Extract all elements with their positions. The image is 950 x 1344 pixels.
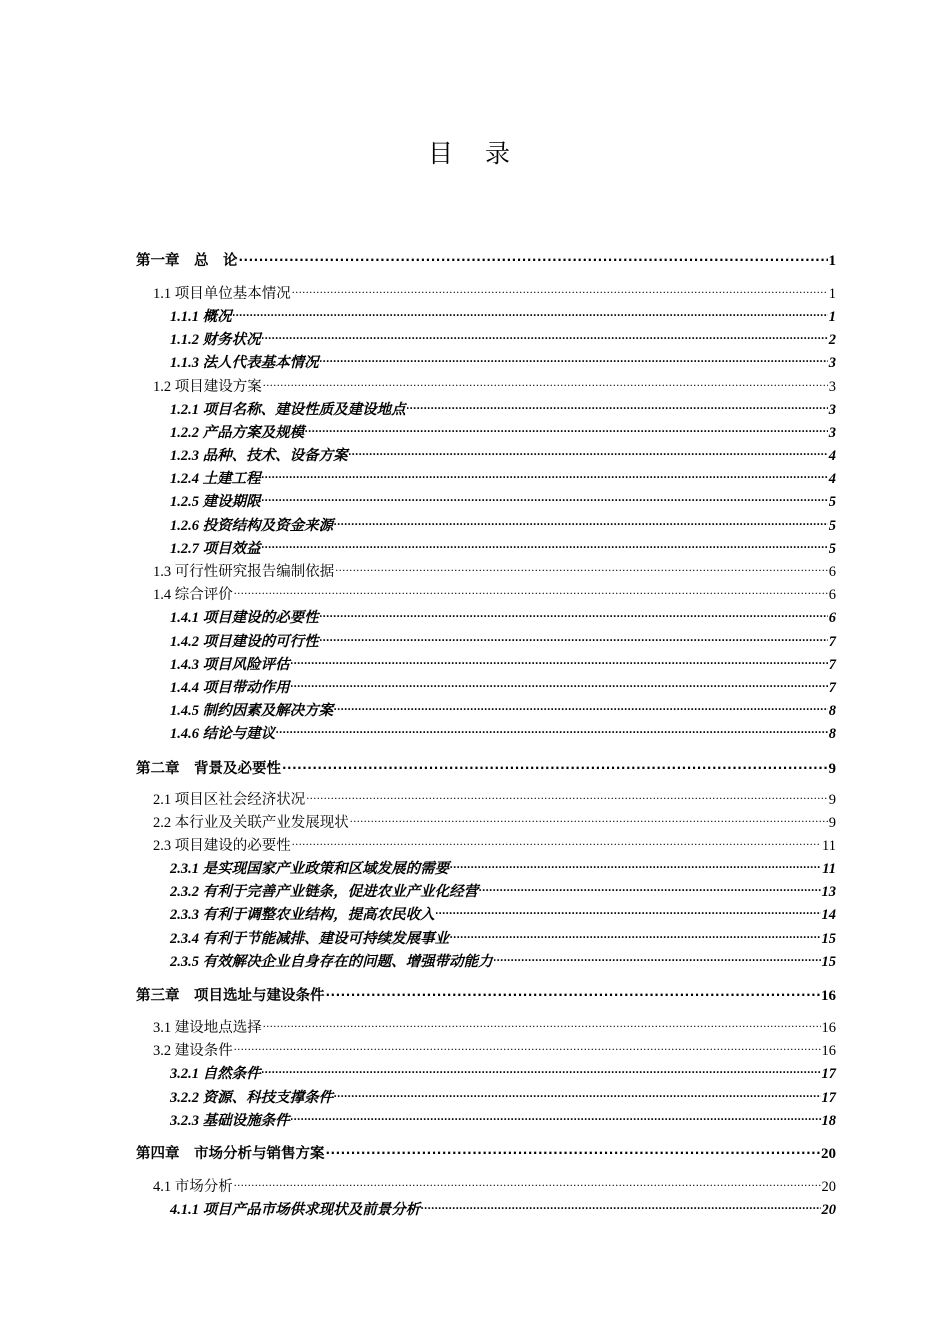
toc-entry-label: 1.2.6 投资结构及资金来源 — [170, 518, 334, 534]
toc-entry-label: 3.2 建设条件 — [153, 1043, 233, 1059]
toc-page-number: 20 — [821, 1146, 836, 1162]
toc-entry-label: 1.2 项目建设方案 — [153, 379, 262, 395]
dot-leader — [335, 561, 828, 576]
dot-leader — [450, 858, 821, 873]
dot-leader — [494, 951, 821, 966]
dot-leader — [233, 306, 828, 321]
dot-leader — [262, 329, 828, 344]
toc-subsection-entry[interactable] — [170, 490, 836, 511]
toc-entry-label: 第四章 市场分析与销售方案 — [136, 1146, 325, 1162]
toc-subsection-entry[interactable] — [170, 1198, 836, 1219]
toc-section-entry[interactable] — [153, 375, 836, 396]
toc-page-number: 16 — [821, 988, 836, 1004]
toc-subsection-entry[interactable] — [170, 1109, 836, 1130]
toc-entry-label: 3.2.3 基础设施条件 — [170, 1113, 290, 1129]
dot-leader — [320, 631, 828, 646]
dot-leader — [326, 1143, 821, 1158]
toc-page-number: 8 — [828, 726, 836, 742]
toc-page-number: 9 — [828, 761, 836, 777]
toc-page-number: 15 — [821, 931, 836, 947]
dot-leader — [263, 376, 828, 391]
toc-subsection-entry[interactable] — [170, 537, 836, 558]
dot-leader — [421, 1199, 820, 1214]
dot-leader — [320, 607, 828, 622]
toc-entry-label: 第二章 背景及必要性 — [136, 761, 281, 777]
toc-page-number: 16 — [821, 1020, 836, 1036]
dot-leader — [479, 881, 820, 896]
dot-leader — [282, 758, 828, 773]
toc-page-number: 20 — [821, 1202, 836, 1218]
dot-leader — [305, 422, 828, 437]
toc-subsection-entry[interactable] — [170, 927, 836, 948]
toc-page-number: 9 — [828, 792, 836, 808]
toc-entry-label: 1.2.3 品种、技术、设备方案 — [170, 448, 348, 464]
toc-entry-label: 1.2.4 土建工程 — [170, 471, 261, 487]
toc-subsection-entry[interactable] — [170, 328, 836, 349]
toc-subsection-entry[interactable] — [170, 444, 836, 465]
toc-chapter-entry[interactable] — [136, 249, 836, 270]
dot-leader — [407, 399, 828, 414]
toc-subsection-entry[interactable] — [170, 1062, 836, 1083]
dot-leader — [350, 812, 828, 827]
dot-leader — [234, 584, 828, 599]
toc-page-number: 17 — [821, 1090, 836, 1106]
toc-page-number: 7 — [828, 680, 836, 696]
toc-entry-label: 第一章 总 论 — [136, 253, 238, 269]
toc-subsection-entry[interactable] — [170, 606, 836, 627]
toc-section-entry[interactable] — [153, 834, 836, 855]
toc-section-entry[interactable] — [153, 811, 836, 832]
toc-entry-label: 1.2.7 项目效益 — [170, 541, 261, 557]
dot-leader — [276, 723, 828, 738]
toc-page-number: 11 — [822, 861, 836, 877]
toc-entry-label: 1.2.1 项目名称、建设性质及建设地点 — [170, 402, 406, 418]
toc-page-number: 3 — [828, 379, 836, 395]
toc-entry-label: 第三章 项目选址与建设条件 — [136, 988, 325, 1004]
toc-subsection-entry[interactable] — [170, 676, 836, 697]
toc-entry-label: 4.1.1 项目产品市场供求现状及前景分析 — [170, 1202, 421, 1218]
toc-entry-label: 2.3.3 有利于调整农业结构，提高农民收入 — [170, 907, 435, 923]
toc-entry-label: 2.1 项目区社会经济状况 — [153, 792, 306, 808]
toc-entry-label: 2.2 本行业及关联产业发展现状 — [153, 815, 349, 831]
dot-leader — [262, 468, 828, 483]
dot-leader — [262, 491, 828, 506]
toc-subsection-entry[interactable] — [170, 903, 836, 924]
toc-page-number: 5 — [828, 518, 836, 534]
toc-entry-label: 2.3 项目建设的必要性 — [153, 838, 291, 854]
toc-subsection-entry[interactable] — [170, 421, 836, 442]
toc-subsection-entry[interactable] — [170, 880, 836, 901]
toc-page-number: 1 — [828, 286, 836, 302]
dot-leader — [291, 677, 828, 692]
dot-leader — [349, 445, 828, 460]
dot-leader — [291, 654, 828, 669]
toc-section-entry[interactable] — [153, 282, 836, 303]
toc-page-number: 3 — [828, 355, 836, 371]
toc-entry-label: 3.1 建设地点选择 — [153, 1020, 262, 1036]
toc-entry-label: 3.2.1 自然条件 — [170, 1066, 261, 1082]
page-title: 目 录 — [428, 139, 522, 168]
toc-entry-label: 4.1 市场分析 — [153, 1179, 233, 1195]
toc-subsection-entry[interactable] — [170, 950, 836, 971]
toc-page-number: 6 — [828, 610, 836, 626]
toc-page-number: 3 — [828, 425, 836, 441]
toc-chapter-entry[interactable] — [136, 1142, 836, 1163]
dot-leader — [334, 515, 828, 530]
dot-leader — [306, 789, 828, 804]
toc-entry-label: 1.4 综合评价 — [153, 587, 233, 603]
toc-page-number: 16 — [821, 1043, 836, 1059]
toc-entry-label: 1.1.1 概况 — [170, 309, 232, 325]
dot-leader — [239, 250, 828, 265]
dot-leader — [234, 1176, 821, 1191]
dot-leader — [262, 538, 828, 553]
toc-entry-label: 1.4.6 结论与建议 — [170, 726, 276, 742]
toc-entry-label: 1.1 项目单位基本情况 — [153, 286, 291, 302]
toc-entry-label: 2.3.5 有效解决企业自身存在的问题、增强带动能力 — [170, 954, 493, 970]
toc-page-number: 6 — [828, 587, 836, 603]
toc-page-number: 11 — [822, 838, 836, 854]
toc-entry-label: 3.2.2 资源、科技支撑条件 — [170, 1090, 334, 1106]
dot-leader — [262, 1063, 821, 1078]
toc-entry-label: 2.3.4 有利于节能减排、建设可持续发展事业 — [170, 931, 450, 947]
toc-subsection-entry[interactable] — [170, 630, 836, 651]
toc-entry-label: 1.2.5 建设期限 — [170, 494, 261, 510]
toc-page-number: 6 — [828, 564, 836, 580]
dot-leader — [292, 835, 821, 850]
toc-entry-label: 2.3.1 是实现国家产业政策和区域发展的需要 — [170, 861, 450, 877]
dot-leader — [450, 928, 820, 943]
toc-section-entry[interactable] — [153, 1175, 836, 1196]
toc-entry-label: 1.3 可行性研究报告编制依据 — [153, 564, 335, 580]
toc-page-number: 20 — [821, 1179, 836, 1195]
toc-subsection-entry[interactable] — [170, 514, 836, 535]
toc-page-number: 3 — [828, 402, 836, 418]
toc-page-number: 14 — [821, 907, 836, 923]
toc-section-entry[interactable] — [153, 788, 836, 809]
toc-subsection-entry[interactable] — [170, 467, 836, 488]
toc-page-number: 4 — [828, 448, 836, 464]
toc-section-entry[interactable] — [153, 560, 836, 581]
dot-leader — [291, 1110, 821, 1125]
toc-section-entry[interactable] — [153, 583, 836, 604]
toc-page-number: 13 — [821, 884, 836, 900]
toc-section-entry[interactable] — [153, 1016, 836, 1037]
toc-page-number: 7 — [828, 634, 836, 650]
toc-subsection-entry[interactable] — [170, 398, 836, 419]
toc-subsection-entry[interactable] — [170, 1086, 836, 1107]
toc-subsection-entry[interactable] — [170, 305, 836, 326]
toc-entry-label: 1.1.2 财务状况 — [170, 332, 261, 348]
dot-leader — [234, 1040, 821, 1055]
dot-leader — [436, 904, 821, 919]
toc-entry-label: 1.2.2 产品方案及规模 — [170, 425, 305, 441]
toc-page-number: 8 — [828, 703, 836, 719]
toc-page-number: 5 — [828, 494, 836, 510]
toc-entry-label: 1.4.5 制约因素及解决方案 — [170, 703, 334, 719]
toc-page-number: 1 — [828, 253, 836, 269]
toc-page-number: 1 — [828, 309, 836, 325]
toc-subsection-entry[interactable] — [170, 653, 836, 674]
toc-subsection-entry[interactable] — [170, 699, 836, 720]
toc-entry-label: 1.4.3 项目风险评估 — [170, 657, 290, 673]
toc-entry-label: 1.4.1 项目建设的必要性 — [170, 610, 319, 626]
toc-entry-label: 1.1.3 法人代表基本情况 — [170, 355, 319, 371]
dot-leader — [334, 1087, 820, 1102]
dot-leader — [334, 700, 828, 715]
toc-page-number: 15 — [821, 954, 836, 970]
toc-chapter-entry[interactable] — [136, 984, 836, 1005]
toc-page-number: 17 — [821, 1066, 836, 1082]
dot-leader — [292, 283, 828, 298]
toc-page-number: 18 — [821, 1113, 836, 1129]
dot-leader — [326, 985, 821, 1000]
toc-chapter-entry[interactable] — [136, 757, 836, 778]
toc-section-entry[interactable] — [153, 1039, 836, 1060]
toc-page-number: 2 — [828, 332, 836, 348]
toc-page-number: 5 — [828, 541, 836, 557]
toc-page-number: 9 — [828, 815, 836, 831]
dot-leader — [320, 352, 828, 367]
toc-entry-label: 2.3.2 有利于完善产业链条，促进农业产业化经营 — [170, 884, 479, 900]
toc-page-number: 4 — [828, 471, 836, 487]
toc-subsection-entry[interactable] — [170, 722, 836, 743]
toc-page-number: 7 — [828, 657, 836, 673]
toc-subsection-entry[interactable] — [170, 857, 836, 878]
toc-subsection-entry[interactable] — [170, 351, 836, 372]
toc-entry-label: 1.4.2 项目建设的可行性 — [170, 634, 319, 650]
dot-leader — [263, 1017, 821, 1032]
toc-entry-label: 1.4.4 项目带动作用 — [170, 680, 290, 696]
